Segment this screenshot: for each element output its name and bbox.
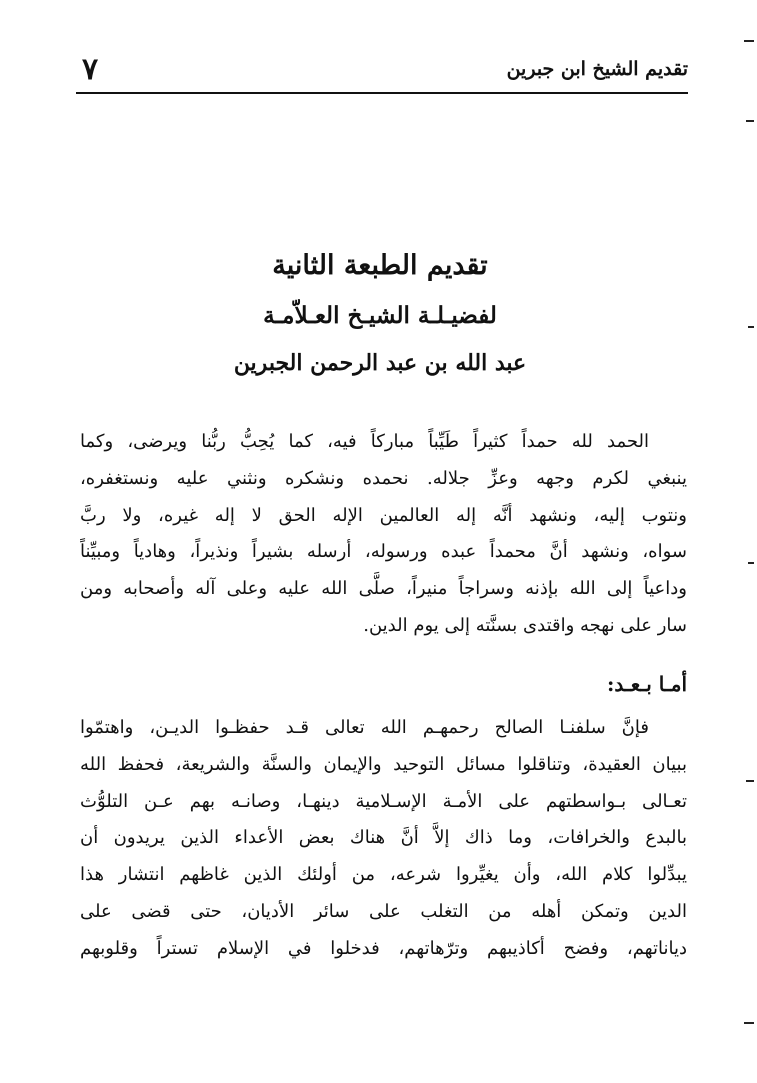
scan-edge-mark (748, 562, 754, 564)
text-line: يبدِّلوا كلام الله، وأن يغيِّروا شرعه، من أولئك الذين غاظهم انتشار هذا (80, 864, 687, 886)
text-line: بالبدع والخرافات، وما ذاك إلاَّ أنَّ هناك بعض الأعداء الذين يريدون أن (80, 827, 687, 849)
running-header (76, 52, 688, 94)
scan-edge-mark (746, 780, 754, 782)
paragraph-praise (80, 424, 687, 645)
text-line: ونتوب إليه، ونشهد أنَّه إله العالمين الإله الحق لا إله غيره، ولا ربَّ (80, 504, 687, 526)
text-line: وداعياً إلى الله بإذنه وسراجاً منيراً، صلَّى الله عليه وعلى آله وأصحابه ومن (80, 578, 687, 600)
author-name: عبد الله بن عبد الرحمن الجبرين (233, 350, 527, 376)
text-line: دياناتهم، وفضح أكاذيبهم وترّهاتهم، فدخلوا في الإسلام تستراً وقلوبهم (80, 937, 687, 959)
page-number: ٧ (82, 52, 99, 87)
header-title: تقديم الشيخ ابن جبرين (506, 58, 688, 80)
text-line: الدين وتمكن أهله من التغلب على سائر الأديان، حتى قضى على (80, 900, 687, 922)
text-line: ينبغي لكرم وجهه وعزِّ جلاله. نحمده ونشكره ونثني عليه ونستغفره، (80, 467, 687, 489)
scan-edge-mark (748, 326, 754, 328)
paragraph-main (80, 710, 687, 968)
text-line: فإنَّ سلفنـا الصالح رحمهـم الله تعالى قـد حفظـوا الديـن، واهتمّوا (80, 717, 649, 738)
text-line: ببيان العقيدة، وتناقلوا مسائل التوحيد والإيمان والسنَّة والشريعة، فحفظ الله (80, 753, 687, 775)
text-line: سار على نهجه واقتدى بسنَّته إلى يوم الدين. (363, 614, 687, 636)
scan-edge-mark (746, 120, 754, 122)
header-rule (76, 92, 688, 94)
text-line: سواه، ونشهد أنَّ محمداً عبده ورسوله، أرسله بشيراً ونذيراً، وهادياً ومبيِّناً (80, 541, 687, 563)
scan-edge-mark (744, 40, 754, 42)
section-subtitle: لفضيـلـة الشيـخ العـلاّمـة (263, 302, 497, 329)
scan-edge-mark (744, 1022, 754, 1024)
text-line: تعـالى بـواسطتهم على الأمـة الإسـلامية دينهـا، وصانـه بهم عـن التلوُّث (80, 790, 687, 812)
text-line: الحمد لله حمداً كثيراً طَيِّباً مباركاً فيه، كما يُحِبُّ ربُّنا ويرضى، وكما (80, 431, 649, 452)
amma-baad-heading: أمـا بـعـد: (607, 672, 687, 696)
section-title: تقديم الطبعة الثانية (272, 250, 488, 281)
